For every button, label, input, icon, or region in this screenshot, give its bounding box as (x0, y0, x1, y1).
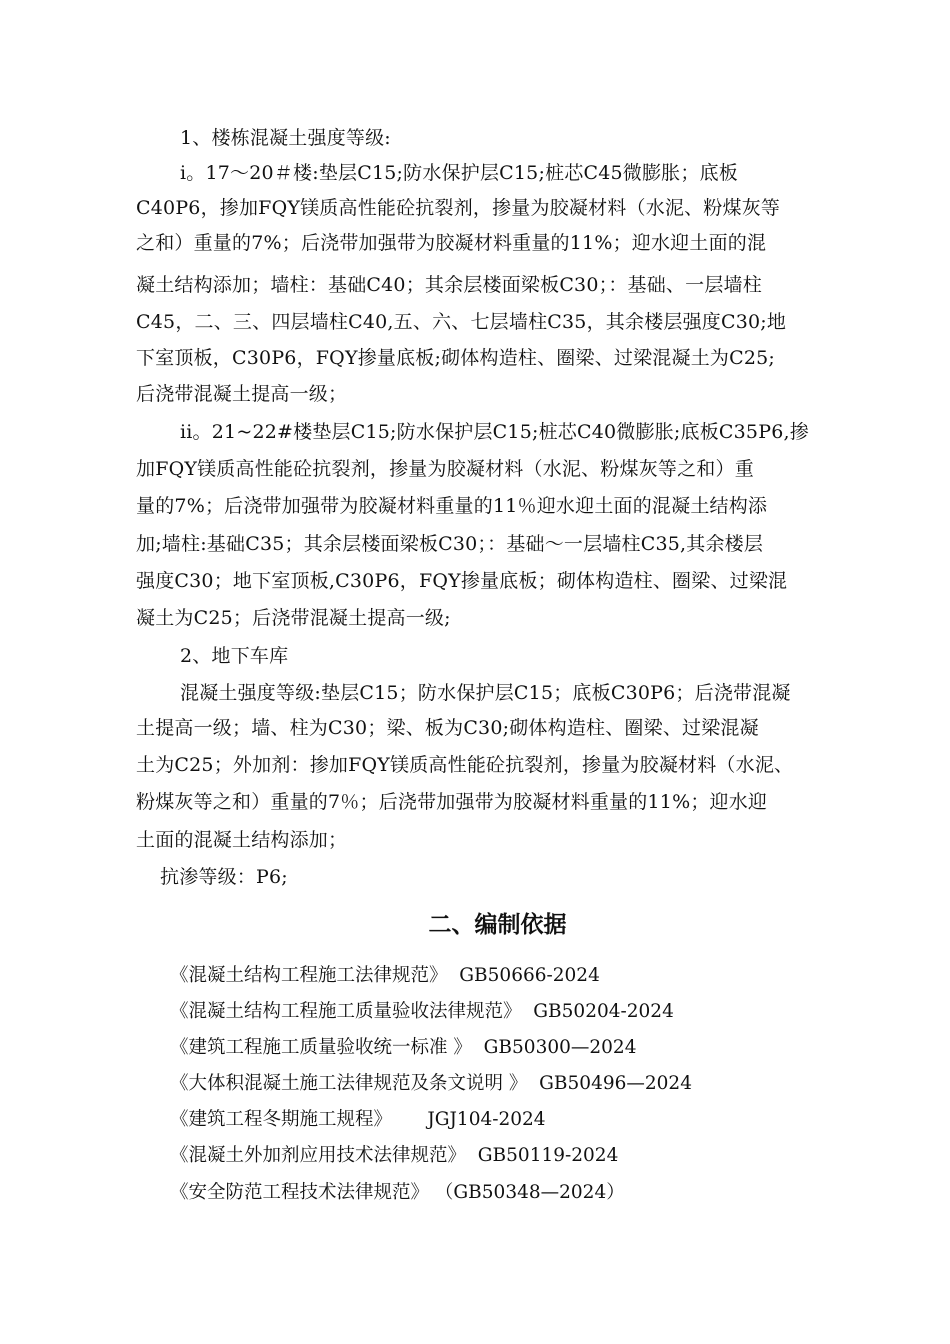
reference-item (170, 1143, 618, 1168)
reference-item (170, 999, 674, 1024)
para-i-line-1: i。17～20＃楼:垫层C15;防水保护层C15;桩芯C45微膨胀；底板 (180, 162, 738, 184)
reference-title: 《混凝土结构工程施工法律规范》 (170, 965, 448, 986)
reference-title: 《混凝土结构工程施工质量验收法律规范》 (170, 1001, 522, 1022)
reference-title: 《大体积混凝土施工法律规范及条文说明 》 (170, 1073, 528, 1094)
para-i-line-6: 下室顶板，C30P6，FQY掺量底板;砌体构造柱、圈梁、过梁混凝土为C25; (136, 347, 776, 369)
item1-heading: 1、楼栋混凝土强度等级: (180, 127, 391, 149)
reference-gap (472, 1037, 484, 1058)
para-ii-line-1: ii。21~22#楼垫层C15;防水保护层C15;桩芯C40微膨胀;底板C35P6,掺 (180, 421, 809, 443)
para-ii-line-4: 加;墙柱:基础C35；其余层楼面梁板C30；：基础～一层墙柱C35,其余楼层 (136, 533, 764, 555)
para-garage-line-5: 土面的混凝土结构添加； (136, 829, 348, 851)
reference-code: GB50496—2024 (539, 1073, 692, 1094)
reference-title: 《建筑工程施工质量验收统一标准 》 (170, 1037, 472, 1058)
reference-gap (466, 1145, 478, 1166)
para-ii-line-2: 加FQY镁质高性能砼抗裂剂，掺量为胶凝材料（水泥、粉煤灰等之和）重 (136, 458, 754, 480)
para-i-line-3: 之和）重量的7%；后浇带加强带为胶凝材料重量的11%；迎水迎土面的混 (136, 232, 767, 254)
impermeability-line: 抗渗等级：P6; (160, 866, 288, 888)
para-garage-line-1: 混凝土强度等级:垫层C15；防水保护层C15；底板C30P6；后浇带混凝 (180, 682, 791, 704)
reference-item (170, 963, 600, 988)
reference-title: 《安全防范工程技术法律规范》 (170, 1182, 430, 1203)
para-ii-line-3: 量的7%；后浇带加强带为胶凝材料重量的11％迎水迎土面的混凝土结构添 (136, 495, 768, 517)
section2-heading: 二、编制依据 (428, 912, 567, 938)
para-garage-line-3: 土为C25；外加剂：掺加FQY镁质高性能砼抗裂剂，掺量为胶凝材料（水泥、 (136, 754, 794, 776)
reference-item (170, 1035, 636, 1060)
reference-code: GB50204-2024 (533, 1001, 674, 1022)
reference-code: JGJ104-2024 (427, 1109, 546, 1130)
item2-heading: 2、地下车库 (180, 645, 289, 667)
reference-gap (522, 1001, 534, 1022)
para-garage-line-4: 粉煤灰等之和）重量的7％；后浇带加强带为胶凝材料重量的11%；迎水迎 (136, 791, 768, 813)
reference-gap (392, 1109, 427, 1130)
para-i-line-2: C40P6，掺加FQY镁质高性能砼抗裂剂，掺量为胶凝材料（水泥、粉煤灰等 (136, 197, 781, 219)
para-i-line-7: 后浇带混凝土提高一级； (136, 383, 348, 405)
para-i-line-5: C45，二、三、四层墙柱C40,五、六、七层墙柱C35，其余楼层强度C30;地 (136, 311, 787, 333)
reference-code: GB50300—2024 (483, 1037, 637, 1058)
reference-code: （GB50348—2024） (434, 1182, 625, 1203)
para-garage-line-2: 土提高一级；墙、柱为C30；梁、板为C30;砌体构造柱、圈梁、过梁混凝 (136, 717, 759, 739)
reference-item (170, 1180, 625, 1205)
reference-item (170, 1107, 546, 1132)
para-ii-line-6: 凝土为C25；后浇带混凝土提高一级; (136, 607, 451, 629)
reference-item (170, 1071, 692, 1096)
reference-title: 《建筑工程冬期施工规程》 (170, 1109, 393, 1130)
reference-title: 《混凝土外加剂应用技术法律规范》 (170, 1145, 467, 1166)
reference-gap (448, 965, 460, 986)
para-ii-line-5: 强度C30；地下室顶板,C30P6，FQY掺量底板；砌体构造柱、圈梁、过梁混 (136, 570, 788, 592)
reference-gap (527, 1073, 539, 1094)
reference-code: GB50666-2024 (459, 965, 600, 986)
para-i-line-4: 凝土结构添加；墙柱：基础C40；其余层楼面梁板C30；：基础、一层墙柱 (136, 274, 762, 296)
reference-code: GB50119-2024 (477, 1145, 619, 1166)
